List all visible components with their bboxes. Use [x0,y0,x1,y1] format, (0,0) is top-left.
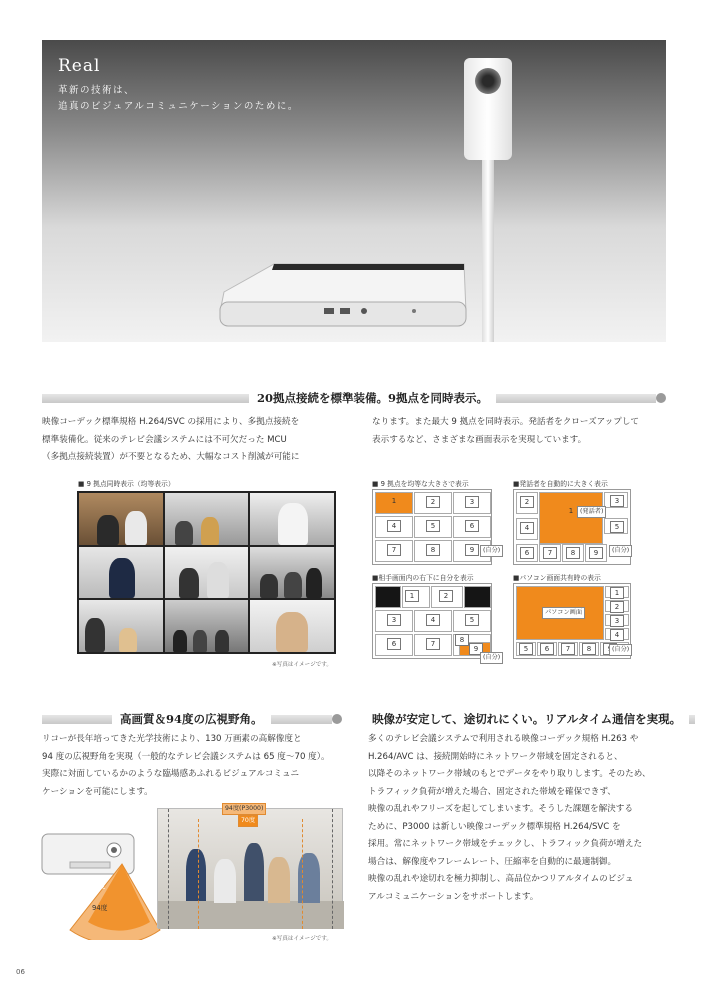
diagram4-caption: ■パソコン画面共有時の表示 [513,574,601,582]
layout-diagram-pc-share: 1 2 3 4 5 6 7 8 [513,583,631,659]
diagram3-caption: ■相手画面内の右下に自分を表示 [372,574,474,582]
section2-heading-text: 高画質＆94度の広視野角。 [120,712,263,726]
page-number: 06 [16,968,25,976]
layout-diagram-self-corner: 1 2 3 4 5 6 7 8 9 [372,583,492,659]
site-photo [165,493,249,545]
site-photo [79,547,163,599]
section3-heading [368,710,682,728]
site-photo [250,600,334,652]
site-photo [165,547,249,599]
layout-diagram-speaker: 2 3 4 5 6 7 8 9 1 [513,489,631,565]
heading-end-cap-icon [332,714,342,724]
section2-heading [42,710,342,728]
diagram2-caption: ■発話者を自動的に大きく表示 [513,480,608,488]
section3-heading-text: 映像が安定して、途切れにくい。リアルタイム通信を実現。 [372,712,682,726]
hero-banner [42,40,666,342]
camera-arm-image [482,160,494,342]
diagram1-self-tag: (自分) [480,545,503,557]
diagram3-self-tag: (自分) [480,652,503,664]
section3-text: 多くのテレビ会議システムで利用される映像コーデック規格 H.263 や H.264/AVC は、接続開始時にネットワーク帯域を固定されると、 以降そのネットワーク帯域のもとでデータをやり取りします。そのため、 トラフィック負荷が増えた場合、固定された帯域を確保できず、 映像の乱れやフリーズを起してしまいます。そうした課題を解決する ために、P3000 は新しい映像コーデック標準規格 H.264/SVC を 採用。常にネットワーク帯域をチェックし、トラフィック負荷が増えた 場合は、解像度やフレームレート、圧縮率を自動的に最適制御。 映像の乱れや途切れを極力抑制し、高品位かつリアルタイムのビジュ アルコミュニケーションをサポートします。 [368,734,651,902]
angle-70-label: 70度 [238,815,258,827]
section1-right-text: なります。また最大 9 拠点を同時表示。発話者をクローズアップして 表示するなど、さまざまな画面表示を実現しています。 [372,417,640,445]
diagram1-caption: ■ 9 拠点を均等な大きさで表示 [372,480,469,488]
device-base-image [214,252,474,332]
photo-grid-note: ※写真はイメージです。 [272,662,333,668]
layout-diagram-equal: 1 2 3 4 5 6 7 8 9 [372,489,492,565]
section2-note: ※写真はイメージです。 [272,936,333,942]
hero-line-2: 追真のビジュアルコミュニケーションのために。 [58,101,299,112]
nine-site-photo-grid [77,491,336,654]
site-photo [250,493,334,545]
diagram4-self-tag: (自分) [609,644,632,656]
site-photo [79,493,163,545]
heading-end-cap-icon [656,393,666,403]
camera-lens-icon [475,68,501,94]
site-photo [79,600,163,652]
fan-94-label: 94度 [92,904,108,912]
angle-94-label: 94度(P3000) [222,803,266,815]
photo-grid-caption: ■ 9 拠点同時表示（均等表示） [78,480,175,488]
section1-left-text: 映像コーデック標準規格 H.264/SVC の採用により、多拠点接続を 標準装備化。従来のテレビ会議システムには不可欠だった MCU （多拠点接続装置）が不要となるため、大幅なコスト削減が可能に [42,417,300,462]
section1-heading [42,389,666,407]
site-photo [250,547,334,599]
hero-title: Real [58,56,101,76]
diagram2-self-tag: (自分) [609,545,632,557]
hero-line-1: 革新の技術は、 [58,85,136,96]
diagram2-speaker-tag: (発話者) [577,506,606,518]
section1-heading-text: 20拠点接続を標準装備。9拠点を同時表示。 [256,391,488,405]
site-photo [165,600,249,652]
fan-70-label: 70度 [90,882,106,890]
section2-text: リコーが長年培ってきた光学技術により、130 万画素の高解像度と 94 度の広視野角を実現（一般的なテレビ会議システムは 65 度〜70 度）。 実際に対面しているかのような臨場感あふれるビジュアルコミュニ ケーションを可能にします。 [42,734,330,797]
diagram4-pc-tag: パソコン画面 [542,607,585,619]
